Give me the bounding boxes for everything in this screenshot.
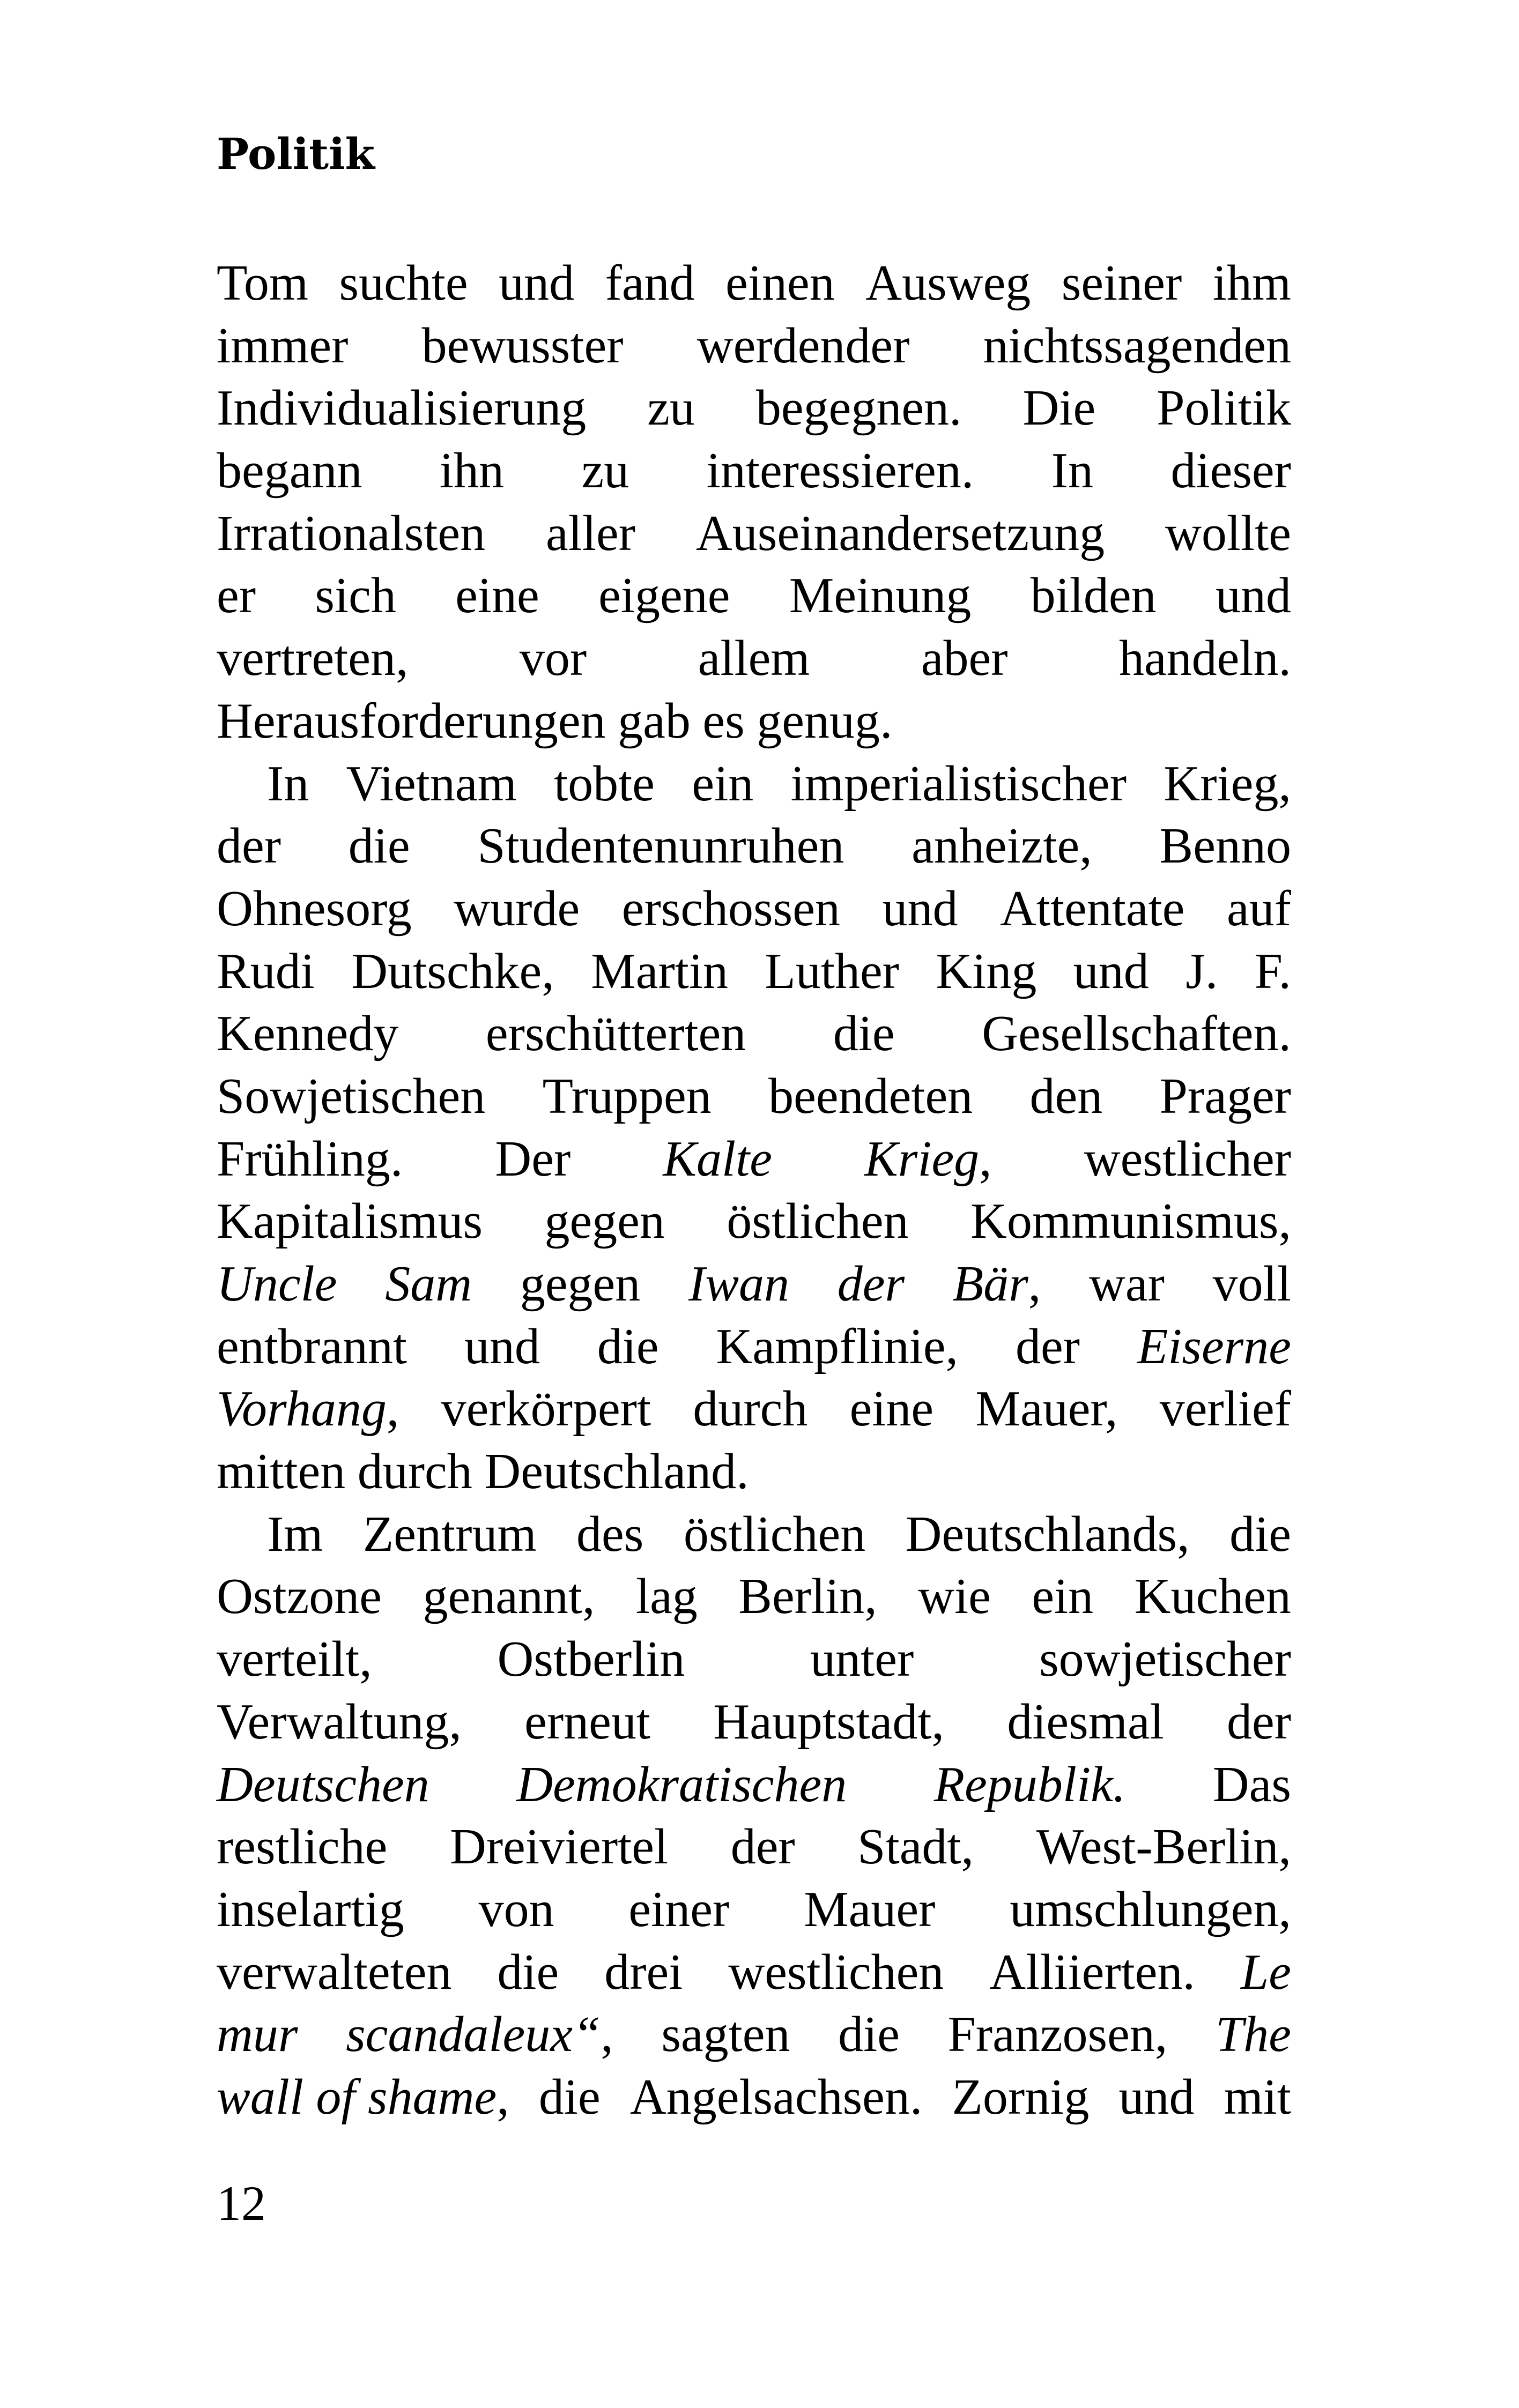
word: inselartig	[217, 1881, 404, 1937]
word: Kapitalismus	[217, 1193, 483, 1250]
word: westlicher	[1084, 1131, 1291, 1187]
word: In	[267, 755, 309, 812]
word: Hauptstadt,	[713, 1693, 945, 1750]
word: die	[1229, 1506, 1291, 1562]
word: Krieg,	[1164, 755, 1291, 812]
word: Prager	[1159, 1068, 1291, 1124]
word: ein	[692, 755, 754, 812]
word: verkörpert	[441, 1381, 651, 1437]
word: eine	[849, 1381, 934, 1437]
word	[1216, 2003, 1291, 2066]
word: anheizte,	[912, 818, 1092, 874]
word	[516, 1753, 847, 1816]
text-line	[217, 1378, 1291, 1440]
word: einer	[628, 1881, 730, 1937]
italic-word: Krieg	[864, 1131, 980, 1187]
word: erschütterten	[485, 1006, 746, 1062]
word: zu	[647, 380, 695, 436]
word: Zentrum	[362, 1506, 537, 1562]
word: die	[833, 1006, 895, 1062]
word: gab	[618, 693, 691, 749]
text-line	[217, 1691, 1291, 1753]
text-line	[217, 1128, 1291, 1191]
text-line	[217, 1002, 1291, 1065]
text-line	[217, 1565, 1291, 1628]
text-line	[217, 440, 1291, 502]
word: die	[538, 2069, 601, 2125]
word: Truppen	[542, 1068, 712, 1124]
word: und	[1215, 568, 1291, 624]
italic-word: Vorhang	[217, 1381, 387, 1437]
word: fand	[605, 255, 695, 311]
text-line	[217, 315, 1291, 377]
word: Kommunismus,	[970, 1193, 1291, 1250]
word: sagten	[661, 2006, 790, 2063]
text-line	[217, 1941, 1291, 2004]
text-line	[217, 1816, 1291, 1878]
word: Politik	[1157, 380, 1291, 436]
word: scandaleux“,	[346, 2006, 613, 2063]
word: Ostzone	[217, 1569, 382, 1625]
word: Attentate	[999, 880, 1185, 937]
word: Irrationalsten	[217, 505, 486, 561]
word: die	[348, 818, 410, 874]
word: begegnen.	[755, 380, 962, 436]
word: wall of shame,	[217, 2069, 509, 2125]
word: gegen	[520, 1256, 641, 1312]
word: immer	[217, 317, 349, 374]
word: Im	[267, 1506, 323, 1562]
word: allem	[698, 630, 810, 687]
word: diesmal	[1007, 1693, 1164, 1750]
word: Angelsachsen.	[629, 2069, 923, 2125]
word: Die	[1022, 380, 1096, 436]
word: Gesellschaften.	[982, 1006, 1291, 1062]
word: lag	[635, 1569, 698, 1625]
word: ein	[1032, 1569, 1094, 1625]
word: unter	[810, 1631, 914, 1688]
text-line	[217, 564, 1291, 627]
word: seiner	[1061, 255, 1182, 311]
word: J.	[1185, 943, 1218, 999]
text-line	[217, 1753, 1291, 1816]
italic-word: Kalte	[663, 1131, 772, 1187]
italic-word: Republik.	[933, 1756, 1126, 1812]
text-line	[217, 690, 1291, 753]
italic-word: Bär	[952, 1256, 1028, 1312]
word: sowjetischer	[1039, 1631, 1291, 1688]
word: mit	[1224, 2069, 1291, 2125]
word	[663, 1128, 772, 1191]
text-line	[217, 1628, 1291, 1691]
word: durch	[357, 1444, 472, 1500]
word	[217, 1253, 337, 1316]
word: tobte	[554, 755, 655, 812]
italic-word: Sam	[385, 1256, 472, 1312]
paragraph	[217, 753, 1291, 1503]
word: Stadt,	[857, 1819, 974, 1875]
word: bewusster	[421, 317, 624, 374]
word: eine	[455, 568, 539, 624]
word: Mauer,	[975, 1381, 1118, 1437]
word: und	[464, 1318, 540, 1374]
word: dieser	[1170, 443, 1291, 499]
word: Zornig	[952, 2069, 1090, 2125]
word: Mauer	[804, 1881, 936, 1937]
word: wollte	[1165, 505, 1291, 561]
text-line	[217, 502, 1291, 565]
italic-word: wall of shame	[217, 2069, 497, 2125]
text-line	[217, 878, 1291, 940]
word: imperialistischer	[790, 755, 1127, 812]
word: Studentenunruhen	[477, 818, 844, 874]
italic-word: Eiserne	[1137, 1318, 1291, 1374]
word: vor	[519, 630, 587, 687]
word: umschlungen,	[1010, 1881, 1291, 1937]
word: eigene	[598, 568, 730, 624]
word: Deutschlands,	[905, 1506, 1190, 1562]
word: östlichen	[727, 1193, 909, 1250]
text-line	[217, 940, 1291, 1003]
word: Vorhang,	[217, 1381, 399, 1437]
word: ihn	[439, 443, 505, 499]
text-line	[217, 1253, 1291, 1316]
word: West-Berlin,	[1036, 1819, 1291, 1875]
text-line	[217, 1316, 1291, 1378]
word: die	[597, 1318, 659, 1374]
word: restliche	[217, 1819, 388, 1875]
word: interessieren.	[706, 443, 974, 499]
word: wurde	[454, 880, 580, 937]
word: Individualisierung	[217, 380, 587, 436]
word	[838, 1253, 905, 1316]
word: gegen	[544, 1193, 665, 1250]
word: des	[576, 1506, 644, 1562]
word: Verwaltung,	[217, 1693, 462, 1750]
text-line	[217, 1190, 1291, 1253]
word: verwalteten	[217, 1944, 452, 2000]
word: und	[1073, 943, 1149, 999]
paragraph	[217, 252, 1291, 753]
word: Kennedy	[217, 1006, 399, 1062]
word: Dutschke,	[351, 943, 554, 999]
word: es	[702, 693, 745, 749]
word	[934, 1753, 1126, 1816]
word: und	[499, 255, 575, 311]
text-line	[217, 2003, 1291, 2066]
word: Ausweg	[865, 255, 1031, 311]
word: wie	[918, 1569, 991, 1625]
word: erneut	[524, 1693, 650, 1750]
word: aller	[546, 505, 636, 561]
word: genug.	[757, 693, 893, 749]
word: Kuchen	[1134, 1569, 1291, 1625]
word: Vietnam	[346, 755, 517, 812]
text-line	[217, 377, 1291, 440]
word: Meinung	[789, 568, 972, 624]
word: der	[1226, 1693, 1291, 1750]
word: Der	[495, 1131, 571, 1187]
word: voll	[1212, 1256, 1291, 1312]
word: war	[1089, 1256, 1165, 1312]
word: ihm	[1212, 255, 1291, 311]
word: westlichen	[728, 1944, 944, 2000]
word: die	[838, 2006, 900, 2063]
word: den	[1029, 1068, 1103, 1124]
word	[1137, 1316, 1291, 1378]
italic-word: Le	[1240, 1944, 1291, 2000]
chapter-heading: Politik	[217, 129, 375, 179]
italic-word: Uncle	[217, 1256, 337, 1312]
word: Das	[1212, 1756, 1291, 1812]
paragraph	[217, 1503, 1291, 2129]
word: Martin	[591, 943, 729, 999]
word: verteilt,	[217, 1631, 372, 1688]
italic-word: Deutschen	[217, 1756, 429, 1812]
word: drei	[604, 1944, 683, 2000]
text-line	[217, 1878, 1291, 1941]
word: In	[1051, 443, 1094, 499]
text-line	[217, 2066, 1291, 2129]
italic-word: scandaleux“	[346, 2006, 601, 2063]
text-line	[217, 815, 1291, 878]
italic-word: der	[837, 1256, 905, 1312]
word: sich	[315, 568, 396, 624]
word: Berlin,	[738, 1569, 877, 1625]
word: verlief	[1159, 1381, 1291, 1437]
word: Luther	[765, 943, 899, 999]
italic-word: Iwan	[688, 1256, 789, 1312]
word: Deutschland.	[484, 1444, 749, 1500]
word: der	[730, 1819, 795, 1875]
word: Dreiviertel	[449, 1819, 669, 1875]
word: er	[217, 568, 256, 624]
word: Tom	[217, 255, 308, 311]
word: King	[936, 943, 1037, 999]
word: mitten	[217, 1444, 346, 1500]
word: von	[478, 1881, 554, 1937]
word: Rudi	[217, 943, 315, 999]
word: Herausforderungen	[217, 693, 606, 749]
word	[217, 2003, 298, 2066]
word: entbrannt	[217, 1318, 407, 1374]
word: einen	[725, 255, 835, 311]
word: werdender	[696, 317, 910, 374]
word: Benno	[1159, 818, 1291, 874]
word: Bär,	[952, 1256, 1041, 1312]
word: Ostberlin	[497, 1631, 685, 1688]
page-number: 12	[217, 2176, 266, 2231]
word: Alliierten.	[989, 1944, 1195, 2000]
word: Franzosen,	[947, 2006, 1168, 2063]
word: der	[1015, 1318, 1080, 1374]
word: durch	[693, 1381, 808, 1437]
word: bilden	[1030, 568, 1157, 624]
word	[217, 1753, 429, 1816]
word: begann	[217, 443, 362, 499]
word: Krieg,	[864, 1131, 992, 1187]
word: genannt,	[423, 1569, 595, 1625]
word: handeln.	[1118, 630, 1291, 687]
word	[385, 1253, 472, 1316]
word: suchte	[339, 255, 468, 311]
word: erschossen	[621, 880, 840, 937]
word: die	[497, 1944, 559, 2000]
body-text	[217, 252, 1291, 2129]
word: vertreten,	[217, 630, 409, 687]
text-line	[217, 252, 1291, 315]
word: und	[882, 880, 958, 937]
word: und	[1118, 2069, 1195, 2125]
italic-word: Demokratischen	[516, 1756, 847, 1812]
word: aber	[921, 630, 1008, 687]
text-line	[217, 753, 1291, 815]
word	[1241, 1941, 1291, 2004]
text-line	[217, 1503, 1291, 1566]
word: Frühling.	[217, 1131, 403, 1187]
word: Kampflinie,	[716, 1318, 959, 1374]
word: der	[217, 818, 281, 874]
word: zu	[581, 443, 629, 499]
word: beendeten	[768, 1068, 973, 1124]
word	[688, 1253, 789, 1316]
word: auf	[1226, 880, 1291, 937]
word: nichtssagenden	[983, 317, 1291, 374]
text-line	[217, 1065, 1291, 1128]
text-line	[217, 1440, 1291, 1503]
italic-word: mur	[217, 2006, 298, 2063]
word: östlichen	[683, 1506, 866, 1562]
word: Sowjetischen	[217, 1068, 486, 1124]
word: Ohnesorg	[217, 880, 412, 937]
word: F.	[1254, 943, 1291, 999]
italic-word: The	[1215, 2006, 1291, 2063]
word: Auseinandersetzung	[695, 505, 1105, 561]
text-line	[217, 627, 1291, 690]
